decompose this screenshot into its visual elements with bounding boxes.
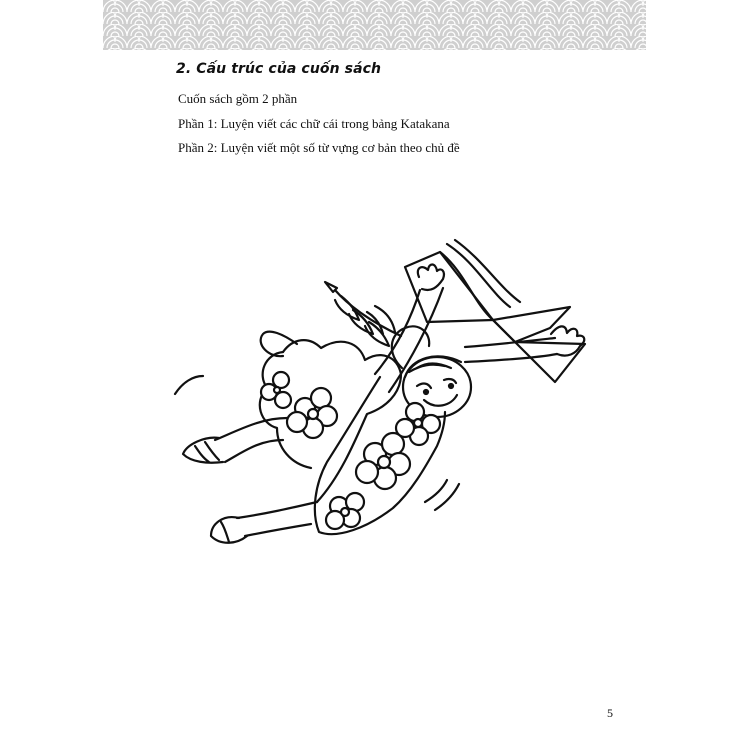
- body-line-book-parts: Cuốn sách gồm 2 phần: [178, 91, 298, 106]
- page-number: 5: [607, 706, 613, 720]
- body-line-part-1: Phần 1: Luyện viết các chữ cái trong bảng Katakana: [178, 116, 450, 131]
- decorative-wave-banner: [103, 0, 646, 50]
- wave-pattern-icon: [103, 0, 646, 50]
- section-heading: 2. Cấu trúc của cuốn sách: [176, 61, 382, 77]
- girl-flying-with-book-illustration: [165, 232, 605, 562]
- body-line-part-2: Phần 2: Luyện viết một số từ vựng cơ bản theo chủ đề: [178, 140, 460, 155]
